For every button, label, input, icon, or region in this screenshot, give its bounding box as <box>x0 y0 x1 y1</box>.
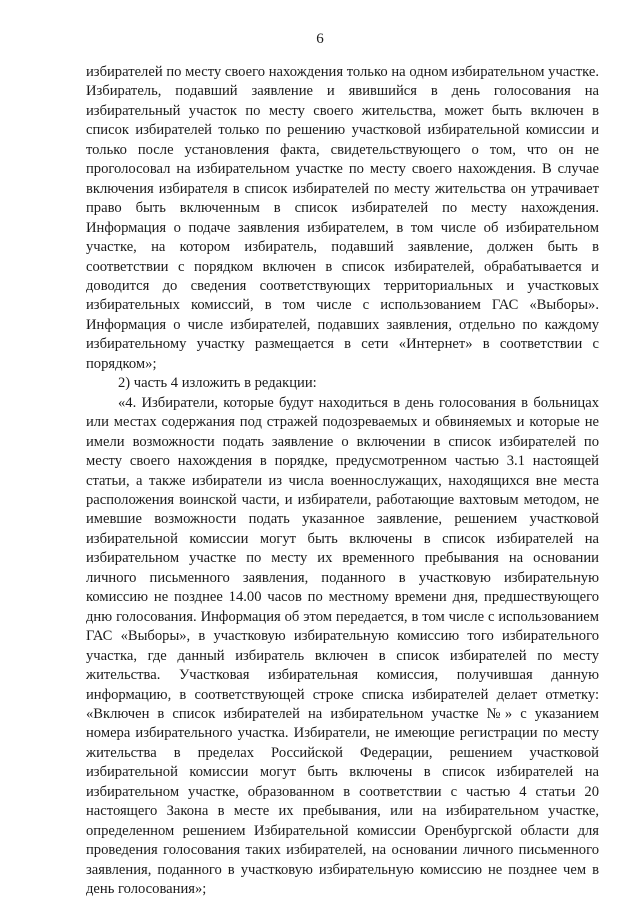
paragraph-amendment-item: 2) часть 4 изложить в редакции: <box>118 375 317 392</box>
page-number: 6 <box>316 31 324 47</box>
document-body <box>86 63 599 899</box>
paragraph-continuation: избирателей по месту своего нахождения только на одном избирательном участке. Избиратель, подавший заявление и явившийся в день голосования на избирательный участок по месту своего жительства, может быть включен в список избирателей только по решению участковой избирательной комиссии и только после установления факта, свидетельствующего о том, что он не проголосовал на избирательном участке по месту своего нахождения. В случае включения избирателя в список избирателей по месту жительства он утрачивает право быть включенным в список избирателей по месту нахождения. Информация о подаче заявления избирателем, в том числе об избирательном участке, на котором избиратель, подавший заявление, должен быть в соответствии с порядком включен в список избирателей, обрабатывается и доводится до сведения соответствующих территориальных и участковых избирательных комиссий, в том числе с использованием ГАС «Выборы». Информация о числе избирателей, подавших заявления, отдельно по каждому избирательному участку размещается в сети «Интернет» в соответствии с порядком»; <box>86 64 599 372</box>
paragraph-part-4: «4. Избиратели, которые будут находиться в день голосования в больницах или местах содержания под стражей подозреваемых и обвиняемых и которые не имели возможности подать заявление о включении в список избирателей по месту своего нахождения в порядке, предусмотренном частью 3.1 настоящей статьи, а также избиратели из числа военнослужащих, находящихся вне места расположения воинской части, и избиратели, работающие вахтовым методом, не имевшие возможности подать указанное заявление, решением участковой избирательной комиссии могут быть включены в список избирателей на избирательном участке по месту их временного пребывания на основании личного письменного заявления, поданного в участковую избирательную комиссию не позднее 14.00 часов по местному времени дня, предшествующего дню голосования. Информация об этом передается, в том числе с использованием ГАС «Выборы», в участковую избирательную комиссию того избирательного участка, где данный избиратель включен в список избирателей по месту жительства. Участковая избирательная комиссия, получившая данную информацию, в соответствующей строке списка избирателей делает отметку: «Включен в список избирателей на избирательном участке №» с указанием номера избирательного участка. Избиратели, не имеющие регистрации по месту жительства в пределах Российской Федерации, решением участковой избирательной комиссии могут быть включены в список избирателей на избирательном участке, образованном в соответствии с частью 4 статьи 20 настоящего Закона в месте их пребывания, или на избирательном участке, определенном решением Избирательной комиссии Оренбургской области для проведения голосования таких избирателей, на основании личного письменного заявления, поданного в участковую избирательную комиссию не позднее чем в день голосования»; <box>86 394 599 898</box>
